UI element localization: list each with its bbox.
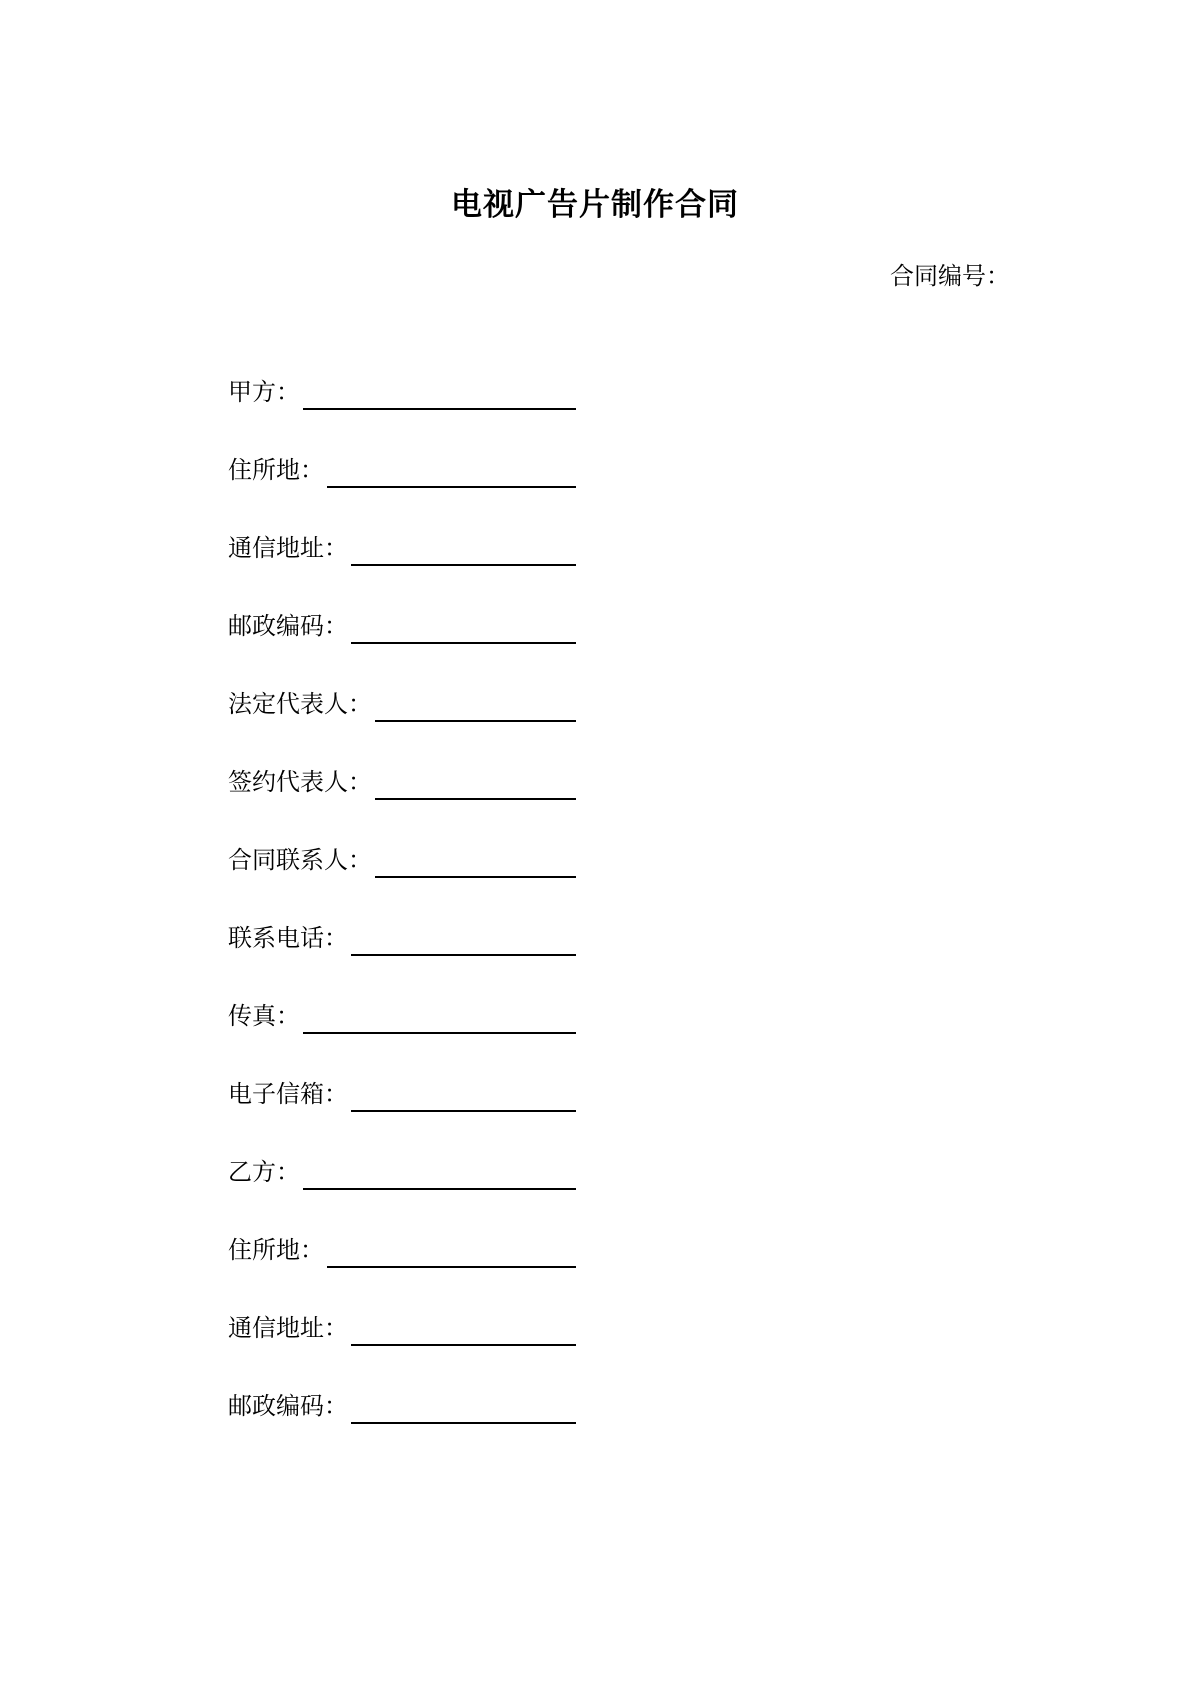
field-label: 传真： bbox=[228, 1004, 300, 1030]
field-label: 通信地址： bbox=[228, 536, 348, 562]
blank-fill-in-line[interactable] bbox=[351, 563, 576, 566]
form-field-row bbox=[228, 1160, 576, 1186]
form-field-row bbox=[228, 1082, 576, 1108]
field-label: 签约代表人： bbox=[228, 770, 372, 796]
blank-fill-in-line[interactable] bbox=[351, 1109, 576, 1112]
blank-fill-in-line[interactable] bbox=[303, 407, 576, 410]
form-field-row bbox=[228, 926, 576, 952]
document-title: 电视广告片制作合同 bbox=[451, 187, 739, 222]
form-field-row bbox=[228, 1238, 576, 1264]
form-field-row bbox=[228, 848, 576, 874]
party-a-section bbox=[228, 380, 576, 1108]
field-label: 法定代表人： bbox=[228, 692, 372, 718]
blank-fill-in-line[interactable] bbox=[303, 1187, 576, 1190]
field-label: 乙方： bbox=[228, 1160, 300, 1186]
form-field-row bbox=[228, 770, 576, 796]
form-field-row bbox=[228, 614, 576, 640]
field-label: 联系电话： bbox=[228, 926, 348, 952]
field-label: 通信地址： bbox=[228, 1316, 348, 1342]
party-b-section bbox=[228, 1160, 576, 1420]
field-label: 邮政编码： bbox=[228, 1394, 348, 1420]
blank-fill-in-line[interactable] bbox=[375, 875, 576, 878]
form-field-row bbox=[228, 1004, 576, 1030]
form-field-row bbox=[228, 536, 576, 562]
form-field-row bbox=[228, 380, 576, 406]
form-field-row bbox=[228, 458, 576, 484]
contract-number-label: 合同编号： bbox=[890, 264, 1010, 290]
field-label: 甲方： bbox=[228, 380, 300, 406]
field-label: 电子信箱： bbox=[228, 1082, 348, 1108]
blank-fill-in-line[interactable] bbox=[375, 797, 576, 800]
blank-fill-in-line[interactable] bbox=[327, 1265, 576, 1268]
contract-parties-form bbox=[228, 380, 576, 1472]
field-label: 住所地： bbox=[228, 1238, 324, 1264]
form-field-row bbox=[228, 1316, 576, 1342]
blank-fill-in-line[interactable] bbox=[375, 719, 576, 722]
blank-fill-in-line[interactable] bbox=[351, 1421, 576, 1424]
blank-fill-in-line[interactable] bbox=[351, 641, 576, 644]
form-field-row bbox=[228, 1394, 576, 1420]
form-field-row bbox=[228, 692, 576, 718]
blank-fill-in-line[interactable] bbox=[303, 1031, 576, 1034]
field-label: 住所地： bbox=[228, 458, 324, 484]
blank-fill-in-line[interactable] bbox=[351, 953, 576, 956]
field-label: 合同联系人： bbox=[228, 848, 372, 874]
blank-fill-in-line[interactable] bbox=[351, 1343, 576, 1346]
blank-fill-in-line[interactable] bbox=[327, 485, 576, 488]
field-label: 邮政编码： bbox=[228, 614, 348, 640]
